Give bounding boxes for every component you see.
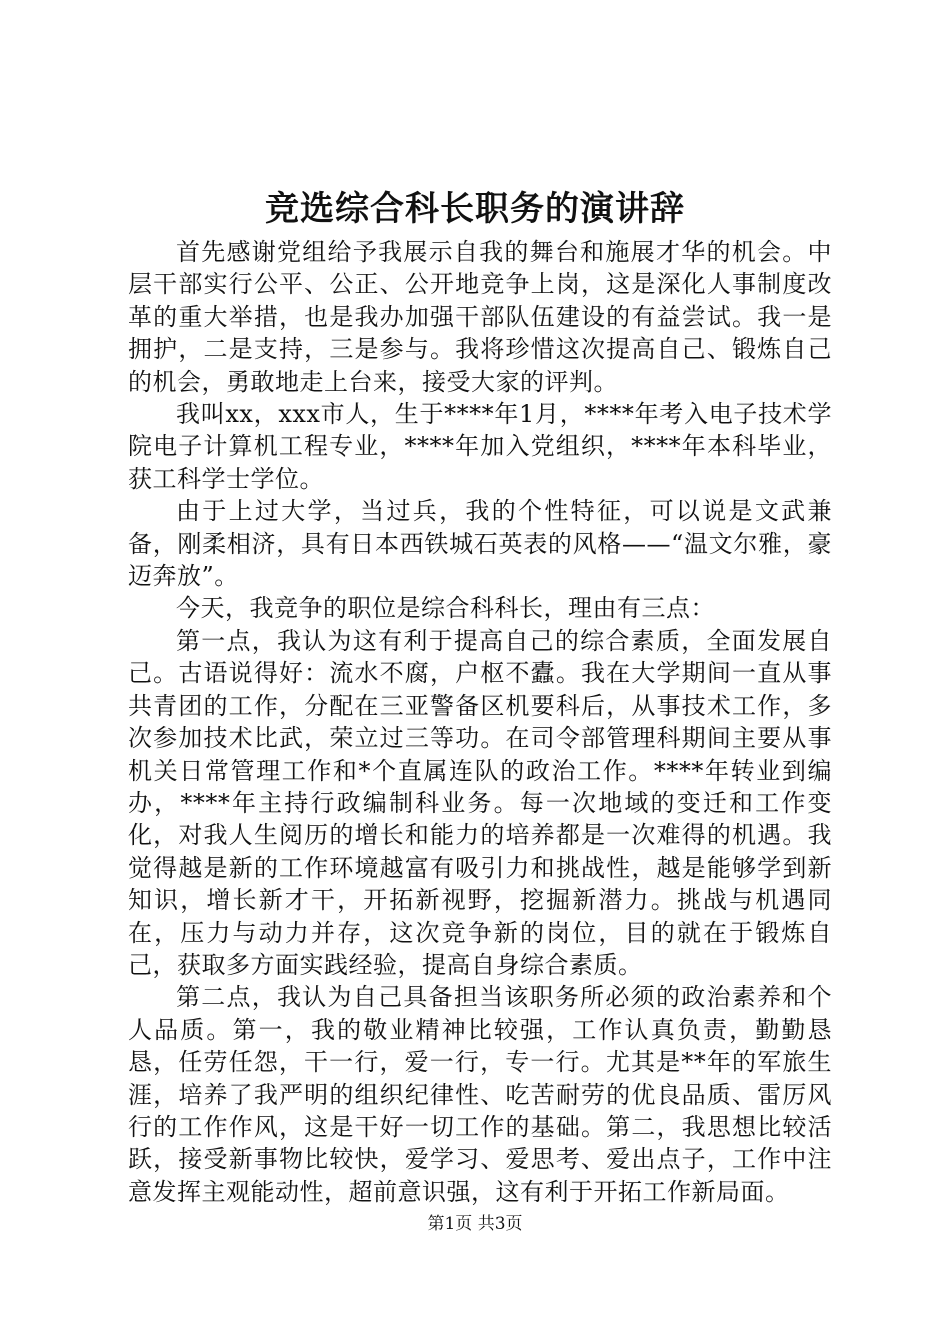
- document-title: 竞选综合科长职务的演讲辞: [265, 189, 685, 229]
- paragraph-point-two: 第二点，我认为自己具备担当该职务所必须的政治素养和个人品质。第一，我的敬业精神比较强，工作认真负责，勤勤恳恳，任劳任怨，干一行，爱一行，专一行。尤其是**年的军旅生涯，培养了我严明的组织纪律性、吃苦耐劳的优良品质、雷厉风行的工作作风，这是干好一切工作的基础。第二，我思想比较活跃，接受新事物比较快，爱学习、爱思考、爱出点子，工作中注意发挥主观能动性，超前意识强，这有利于开拓工作新局面。: [128, 983, 832, 1206]
- paragraph-introduction: 我叫xx，xxx市人，生于****年1月，****年考入电子技术学院电子计算机工程专业，****年加入党组织，****年本科毕业，获工科学士学位。: [128, 400, 832, 493]
- document-body: [128, 236, 832, 1208]
- paragraph-position: 今天，我竞争的职位是综合科科长，理由有三点：: [176, 594, 715, 623]
- page-number-footer: 第1页 共3页: [427, 1214, 523, 1234]
- paragraph-opening: 首先感谢党组给予我展示自我的舞台和施展才华的机会。中层干部实行公平、公正、公开地竞争上岗，这是深化人事制度改革的重大举措，也是我办加强干部队伍建设的有益尝试。我一是拥护，二是支持，三是参与。我将珍惜这次提高自己、锻炼自己的机会，勇敢地走上台来，接受大家的评判。: [128, 238, 832, 396]
- paragraph-character: 由于上过大学，当过兵，我的个性特征，可以说是文武兼备，刚柔相济，具有日本西铁城石英表的风格——“温文尔雅，豪迈奔放”。: [128, 497, 832, 591]
- paragraph-point-one: 第一点，我认为这有利于提高自己的综合素质，全面发展自己。古语说得好：流水不腐，户枢不蠹。我在大学期间一直从事共青团的工作，分配在三亚警备区机要科后，从事技术工作，多次参加技术比武，荣立过三等功。在司令部管理科期间主要从事机关日常管理工作和*个直属连队的政治工作。****年转业到编办，****年主持行政编制科业务。每一次地域的变迁和工作变化，对我人生阅历的增长和能力的培养都是一次难得的机遇。我觉得越是新的工作环境越富有吸引力和挑战性，越是能够学到新知识，增长新才干，开拓新视野，挖掘新潜力。挑战与机遇同在，压力与动力并存，这次竞争新的岗位，目的就在于锻炼自己，获取多方面实践经验，提高自身综合素质。: [128, 626, 832, 979]
